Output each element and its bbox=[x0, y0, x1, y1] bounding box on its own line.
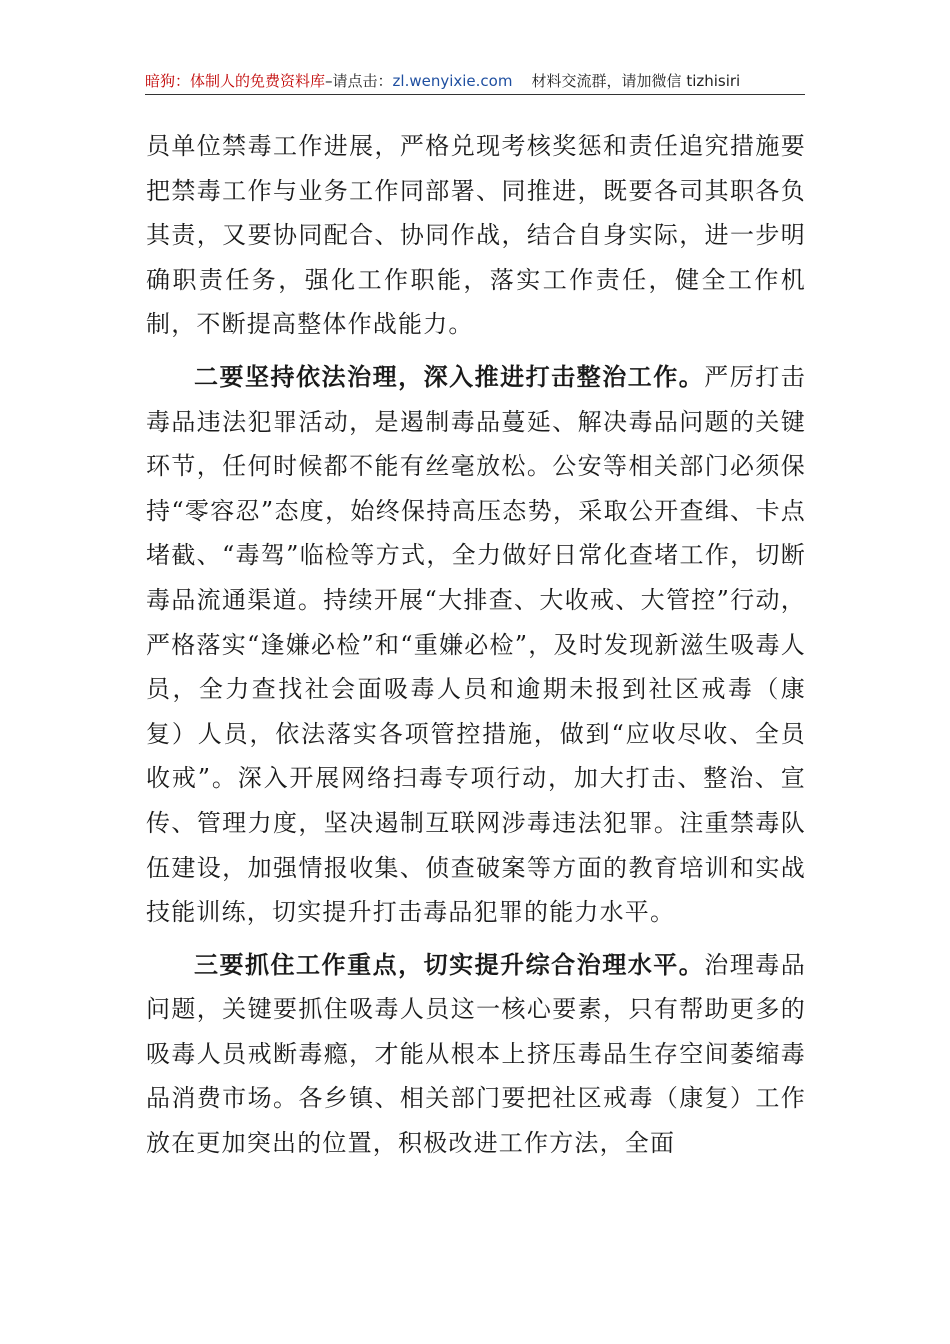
header-site-name: 暗狗：体制人的免费资料库 bbox=[145, 72, 326, 90]
header-wechat-note: 材料交流群，请加微信 tizhisiri bbox=[531, 72, 741, 90]
header-click-prompt: –请点击： bbox=[325, 72, 393, 90]
paragraph-1-text: 员单位禁毒工作进展，严格兑现考核奖惩和责任追究措施要把禁毒工作与业务工作同部署、同推进，既要各司其职各负其责，又要协同配合、协同作战，结合自身实际，进一步明确职责任务，强化工作职能，落实工作责任，健全工作机制，不断提高整体作战能力。 bbox=[146, 132, 806, 339]
paragraph-1 bbox=[146, 124, 806, 347]
header-url-link[interactable]: zl.wenyixie.com bbox=[392, 72, 513, 90]
paragraph-3-heading: 三要抓住工作重点，切实提升综合治理水平。 bbox=[194, 950, 705, 979]
paragraph-3-text: 治理毒品问题，关键要抓住吸毒人员这一核心要素，只有帮助更多的吸毒人员戒断毒瘾，才能从根本上挤压毒品生存空间萎缩毒品消费市场。各乡镇、相关部门要把社区戒毒（康复）工作放在更加突出的位置，积极改进工作方法，全面 bbox=[146, 950, 806, 1158]
header-divider bbox=[145, 94, 805, 95]
page-header bbox=[145, 68, 805, 94]
paragraph-3 bbox=[146, 943, 806, 1166]
paragraph-2-heading: 二要坚持依法治理，深入推进打击整治工作。 bbox=[194, 362, 705, 391]
paragraph-2-text: 严厉打击毒品违法犯罪活动，是遏制毒品蔓延、解决毒品问题的关键环节，任何时候都不能有丝毫放松。公安等相关部门必须保持“零容忍”态度，始终保持高压态势，采取公开查缉、卡点堵截、“毒驾”临检等方式，全力做好日常化查堵工作，切断毒品流通渠道。持续开展“大排查、大收戒、大管控”行动，严格落实“逢嫌必检”和“重嫌必检”，及时发现新滋生吸毒人员，全力查找社会面吸毒人员和逾期未报到社区戒毒（康复）人员，依法落实各项管控措施，做到“应收尽收、全员收戒”。深入开展网络扫毒专项行动，加大打击、整治、宣传、管理力度，坚决遏制互联网涉毒违法犯罪。注重禁毒队伍建设，加强情报收集、侦查破案等方面的教育培训和实战技能训练，切实提升打击毒品犯罪的能力水平。 bbox=[146, 362, 806, 927]
paragraph-2 bbox=[146, 355, 806, 935]
document-body bbox=[146, 124, 806, 1166]
